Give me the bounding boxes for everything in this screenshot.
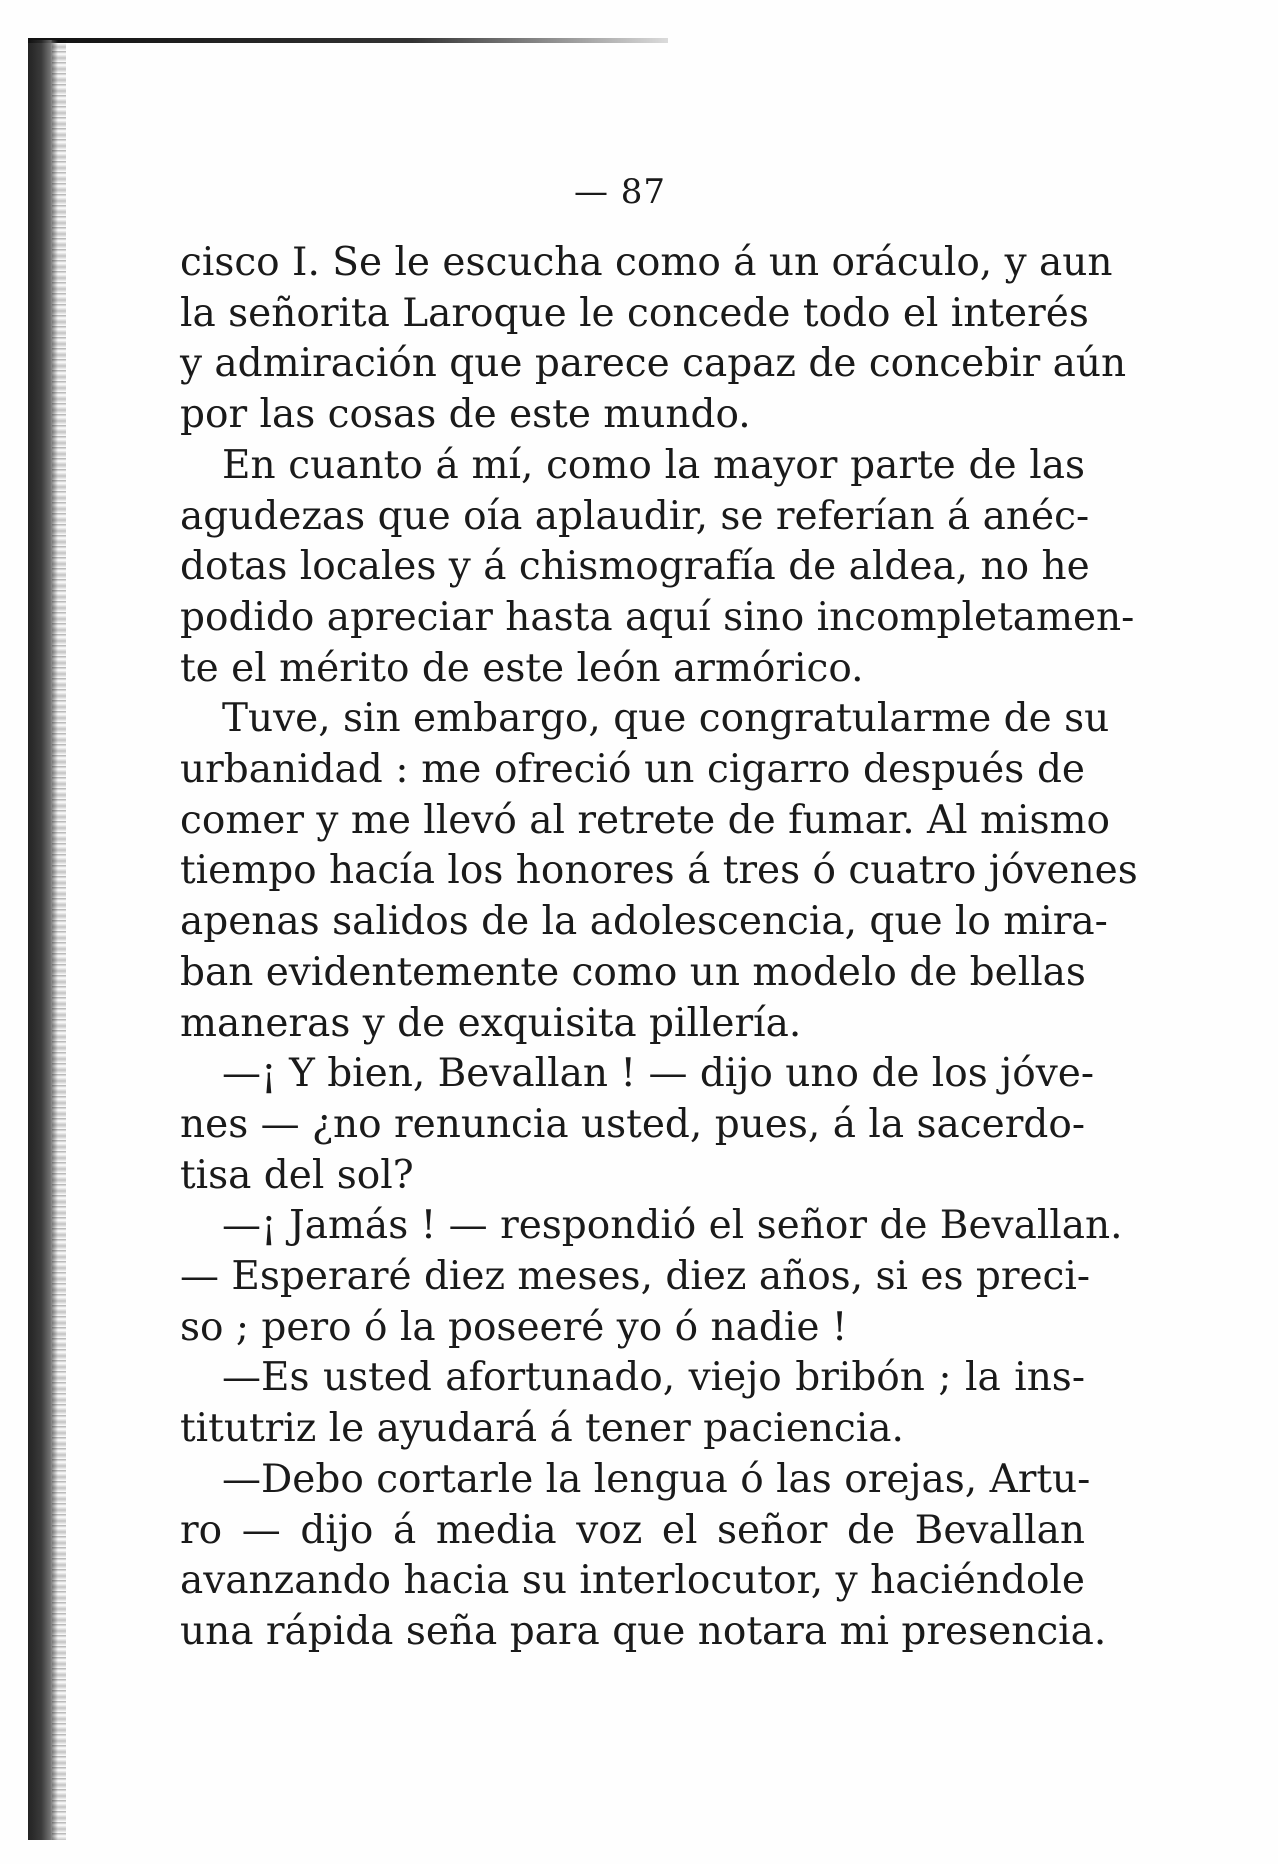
text-line: urbanidad : me ofreció un cigarro después de xyxy=(180,747,1085,793)
text-line: tisa del sol? xyxy=(180,1152,414,1198)
text-line: la señorita Laroque le concede todo el interés xyxy=(180,290,1089,336)
text-line: comer y me llevó al retrete de fumar. Al mismo xyxy=(180,797,1110,843)
text-line: maneras y de exquisita pillería. xyxy=(180,1000,802,1046)
text-line: avanzando hacia su interlocutor, y haciéndole xyxy=(180,1558,1085,1604)
text-line: apenas salidos de la adolescencia, que lo mira- xyxy=(180,899,1108,945)
text-line: so ; pero ó la poseeré yo ó nadie ! xyxy=(180,1304,848,1350)
text-line: ban evidentemente como un modelo de bellas xyxy=(180,949,1086,995)
text-line: podido apreciar hasta aquí sino incompletamen- xyxy=(180,594,1135,640)
text-line: —Debo cortarle la lengua ó las orejas, Artu- xyxy=(222,1456,1091,1502)
text-line: Tuve, sin embargo, que congratularme de su xyxy=(222,696,1110,742)
text-line: — Esperaré diez meses, diez años, si es preci- xyxy=(180,1254,1091,1300)
text-line: —Es usted afortunado, viejo bribón ; la ins- xyxy=(222,1355,1085,1401)
text-line: una rápida seña para que notara mi presencia. xyxy=(180,1608,1107,1654)
text-line: cisco I. Se le escucha como á un oráculo, y aun xyxy=(180,240,1113,285)
text-line: —¡ Y bien, Bevallan ! — dijo uno de los jóve- xyxy=(222,1051,1095,1097)
page-top-rule xyxy=(28,38,668,43)
page-number: — 87 xyxy=(573,172,667,212)
text-line: —¡ Jamás ! — respondió el señor de Bevallan. xyxy=(222,1203,1123,1249)
text-line: ro — dijo á media voz el señor de Bevallan xyxy=(180,1507,1085,1553)
text-line: por las cosas de este mundo. xyxy=(180,392,751,438)
text-line: nes — ¿no renuncia usted, pues, á la sacerdo- xyxy=(180,1101,1085,1147)
text-line: tiempo hacía los honores á tres ó cuatro jóvenes xyxy=(180,848,1138,894)
text-line: te el mérito de este león armórico. xyxy=(180,645,864,691)
text-line: titutriz le ayudará á tener paciencia. xyxy=(180,1406,904,1452)
text-line: y admiración que parece capaz de concebir aún xyxy=(180,341,1127,387)
body-text xyxy=(180,238,1138,1658)
text-line: En cuanto á mí, como la mayor parte de las xyxy=(222,442,1085,488)
text-line: agudezas que oía aplaudir, se referían á anéc- xyxy=(180,493,1090,539)
book-binding-edge xyxy=(28,40,58,1840)
text-line: dotas locales y á chismografía de aldea, no he xyxy=(180,544,1090,590)
